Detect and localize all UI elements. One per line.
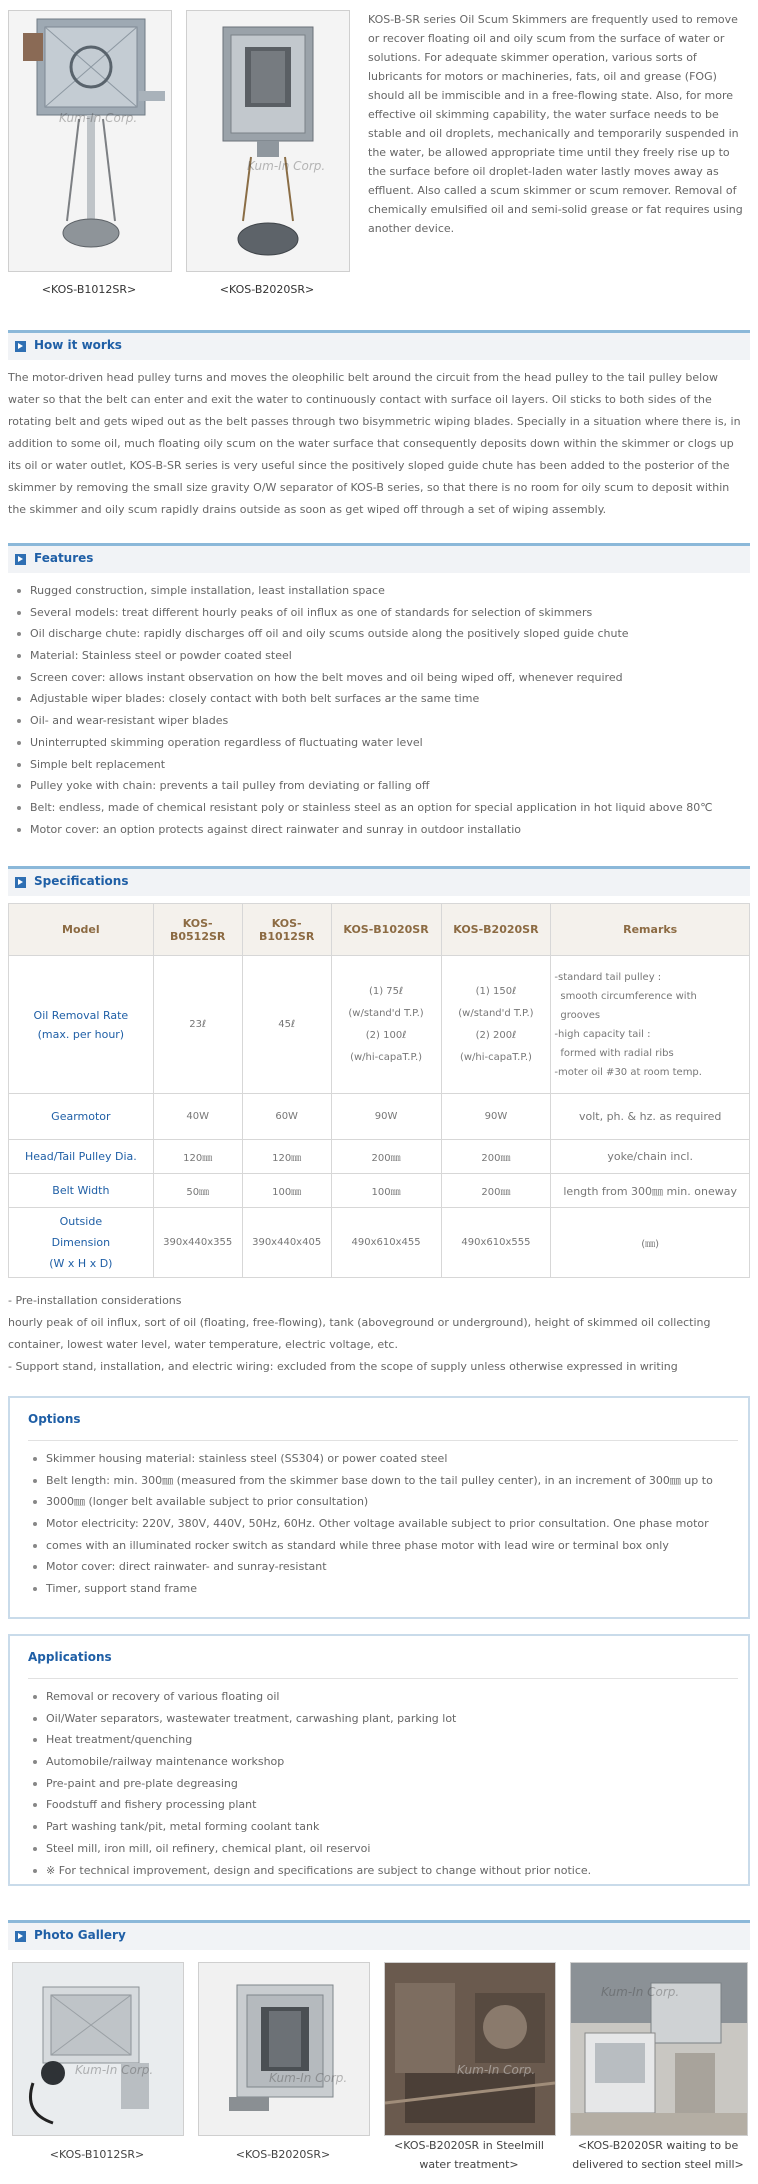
list-item-continued: comes with an illuminated rocker switch as standard while three phase motor with lead wire or terminal box only [30, 1535, 758, 1557]
note-line: hourly peak of oil influx, sort of oil (floating, free-flowing), tank (aboveground or underground), height of skimmed oil collecting container, lowest water level, water temperature, electric voltage, etc. [8, 1316, 711, 1351]
table-row [9, 956, 750, 1094]
section-title: Photo Gallery [34, 1928, 126, 1942]
notes [8, 1290, 750, 1378]
list-item: Adjustable wiper blades: closely contact with both belt surfaces ar the same time [14, 688, 750, 710]
table-cell: 490x610x555 [441, 1208, 551, 1278]
table-cell: 200㎜ [441, 1174, 551, 1208]
arrow-icon [15, 341, 26, 352]
table-cell: (1) 150ℓ (w/stand'd T.P.) (2) 200ℓ (w/hi-capaT.P.) [441, 956, 551, 1094]
features-list [14, 580, 750, 840]
table-cell: 23ℓ [153, 956, 242, 1094]
spec-table [8, 903, 750, 1278]
watermark: Kum-In Corp. [75, 2063, 154, 2077]
table-cell: 390x440x405 [242, 1208, 331, 1278]
section-header-specifications [8, 866, 750, 896]
table-cell: 40W [153, 1094, 242, 1140]
list-item: Removal or recovery of various floating oil [30, 1686, 758, 1708]
list-item: Motor cover: an option protects against direct rainwater and sunray in outdoor installatio [14, 819, 750, 841]
list-item-continued: 3000㎜ (longer belt available subject to prior consultation) [30, 1491, 758, 1513]
skimmer-illustration [199, 1963, 369, 2135]
arrow-icon [15, 877, 26, 888]
table-row [9, 1094, 750, 1140]
table-cell: 390x440x355 [153, 1208, 242, 1278]
row-header: Belt Width [9, 1174, 154, 1208]
notice-text: ※ For technical improvement, design and specifications are subject to change without prior notice. [30, 1860, 758, 1882]
row-header: Head/Tail Pulley Dia. [9, 1140, 154, 1174]
section-header-photo-gallery [8, 1920, 750, 1950]
column-header: Remarks [551, 904, 750, 956]
applications-list [30, 1686, 758, 1881]
table-cell: 120㎜ [153, 1140, 242, 1174]
table-cell: 90W [441, 1094, 551, 1140]
steelmill-photo [385, 1963, 555, 2135]
row-header: Oil Removal Rate (max. per hour) [9, 956, 154, 1094]
gallery-photo[interactable] [384, 1962, 556, 2136]
list-item: Rugged construction, simple installation, least installation space [14, 580, 750, 602]
table-cell: 50㎜ [153, 1174, 242, 1208]
column-header: KOS-B1012SR [242, 904, 331, 956]
row-header: Gearmotor [9, 1094, 154, 1140]
gallery-caption: <KOS-B2020SR> [235, 2148, 331, 2161]
list-item: Oil- and wear-resistant wiper blades [14, 710, 750, 732]
product-photo-b2020sr [186, 10, 350, 272]
divider [28, 1678, 738, 1679]
list-item: Steel mill, iron mill, oil refinery, chemical plant, oil reservoi [30, 1838, 758, 1860]
section-header-features [8, 543, 750, 573]
table-cell: 490x610x455 [331, 1208, 441, 1278]
list-item: Material: Stainless steel or powder coated steel [14, 645, 750, 667]
table-row [9, 1208, 750, 1278]
section-title: How it works [34, 338, 122, 352]
watermark: Kum-In Corp. [601, 1985, 680, 1999]
gallery-caption: <KOS-B2020SR waiting to be delivered to section steel mill> [572, 2139, 744, 2171]
list-item: Belt length: min. 300㎜ (measured from the skimmer base down to the tail pulley center), in an increment of 300㎜ up to [30, 1470, 758, 1492]
gallery-photo[interactable] [12, 1962, 184, 2136]
watermark: Kum-In Corp. [59, 111, 138, 125]
table-cell: 60W [242, 1094, 331, 1140]
list-item: Screen cover: allows instant observation on how the belt moves and oil being wiped off, whenever required [14, 667, 750, 689]
skimmer-illustration [187, 11, 349, 271]
note-line: - Pre-installation considerations [8, 1294, 182, 1307]
list-item: Automobile/railway maintenance workshop [30, 1751, 758, 1773]
list-item: Timer, support stand frame [30, 1578, 758, 1600]
gallery-photo[interactable] [570, 1962, 748, 2136]
table-cell: 45ℓ [242, 956, 331, 1094]
remarks-cell: length from 300㎜ min. oneway [551, 1174, 750, 1208]
watermark: Kum-In Corp. [269, 2071, 348, 2085]
applications-box [8, 1634, 750, 1886]
table-cell: 120㎜ [242, 1140, 331, 1174]
table-row [9, 1140, 750, 1174]
table-cell: 200㎜ [331, 1140, 441, 1174]
gallery-photo[interactable] [198, 1962, 370, 2136]
list-item: Several models: treat different hourly peaks of oil influx as one of standards for selection of skimmers [14, 602, 750, 624]
column-header: KOS-B0512SR [153, 904, 242, 956]
list-item: Pre-paint and pre-plate degreasing [30, 1773, 758, 1795]
list-item: Oil discharge chute: rapidly discharges off oil and oily scums outside along the positively sloped guide chute [14, 623, 750, 645]
column-header: KOS-B2020SR [441, 904, 551, 956]
gallery-caption: <KOS-B1012SR> [49, 2148, 145, 2161]
remarks-cell: -standard tail pulley : smooth circumference with grooves -high capacity tail : formed with radial ribs -moter oil #30 at room temp. [551, 956, 750, 1094]
table-cell: (1) 75ℓ (w/stand'd T.P.) (2) 100ℓ (w/hi-capaT.P.) [331, 956, 441, 1094]
watermark: Kum-In Corp. [457, 2063, 536, 2077]
list-item: Foodstuff and fishery processing plant [30, 1794, 758, 1816]
product-photo-b1012sr [8, 10, 172, 272]
list-item: Simple belt replacement [14, 754, 750, 776]
divider [28, 1440, 738, 1441]
list-item: Skimmer housing material: stainless steel (SS304) or power coated steel [30, 1448, 758, 1470]
section-title: Specifications [34, 874, 129, 888]
options-list [30, 1448, 758, 1600]
skimmer-illustration [13, 1963, 183, 2135]
list-item: Uninterrupted skimming operation regardless of fluctuating water level [14, 732, 750, 754]
list-item: Motor cover: direct rainwater- and sunray-resistant [30, 1556, 758, 1578]
list-item: Pulley yoke with chain: prevents a tail pulley from deviating or falling off [14, 775, 750, 797]
box-title: Options [28, 1412, 81, 1426]
table-cell: 100㎜ [331, 1174, 441, 1208]
arrow-icon [15, 554, 26, 565]
table-cell: 90W [331, 1094, 441, 1140]
row-header: Outside Dimension (W x H x D) [9, 1208, 154, 1278]
section-title: Features [34, 551, 94, 565]
arrow-icon [15, 1931, 26, 1942]
column-header: Model [9, 904, 154, 956]
photo-caption: <KOS-B2020SR> [219, 283, 315, 296]
remarks-cell: (㎜) [551, 1208, 750, 1278]
list-item: Motor electricity: 220V, 380V, 440V, 50Hz, 60Hz. Other voltage available subject to prior consultation. One phase motor [30, 1513, 758, 1535]
list-item: Belt: endless, made of chemical resistant poly or stainless steel as an option for special application in hot liquid above 80℃ [14, 797, 750, 819]
options-box [8, 1396, 750, 1619]
table-cell: 100㎜ [242, 1174, 331, 1208]
column-header: KOS-B1020SR [331, 904, 441, 956]
list-item: Oil/Water separators, wastewater treatment, carwashing plant, parking lot [30, 1708, 758, 1730]
photo-caption: <KOS-B1012SR> [41, 283, 137, 296]
skimmer-illustration [9, 11, 171, 271]
section-header-how-it-works [8, 330, 750, 360]
intro-paragraph: KOS-B-SR series Oil Scum Skimmers are frequently used to remove or recover floating oil and oily scum from the surface of water or solutions. For adequate skimmer operation, various sorts of lubricants for motors or machineries, fats, oil and grease (FOG) should all be immiscible and in a free-flowing state. Also, for more effective oil skimming capability, the water surface needs to be stable and oil droplets, mechanically and temporarily suspended in the water, be allowed appropriate time until they freely rise up to the surface before oil droplet-laden water lastly moves away as effluent. Also called a scum skimmer or scum remover. Removal of chemically emulsified oil and semi-solid grease or fat requires using another device. [368, 13, 743, 235]
list-item: Heat treatment/quenching [30, 1729, 758, 1751]
remarks-cell: volt, ph. & hz. as required [551, 1094, 750, 1140]
list-item: Part washing tank/pit, metal forming coolant tank [30, 1816, 758, 1838]
watermark: Kum-In Corp. [247, 159, 326, 173]
table-header-row [9, 904, 750, 956]
how-it-works-text: The motor-driven head pulley turns and moves the oleophilic belt around the circuit from the head pulley to the tail pulley below water so that the belt can enter and exit the water to continuously contact with surface oil layers. Oil sticks to both sides of the rotating belt and gets wiped out as the belt passes through two bisymmetric wiping blades. Specially in a situation where there is, in addition to some oil, much floating oily scum on the water surface that consequently deposits down within the skimmer or clogs up its oil or water outlet, KOS-B-SR series is very useful since the positively sloped guide chute has been added to the posterior of the skimmer by removing the small size gravity O/W separator of KOS-B series, so that there is no room for oily scum to deposit within the skimmer and oily scum rapidly drains outside as soon as get wiped off through a set of wiping assembly. [8, 371, 741, 516]
note-line: - Support stand, installation, and electric wiring: excluded from the scope of supply unless otherwise expressed in writing [8, 1360, 678, 1373]
gallery-caption: <KOS-B2020SR in Steelmill water treatment> [393, 2139, 544, 2171]
table-cell: 200㎜ [441, 1140, 551, 1174]
box-title: Applications [28, 1650, 112, 1664]
table-row [9, 1174, 750, 1208]
remarks-cell: yoke/chain incl. [551, 1140, 750, 1174]
